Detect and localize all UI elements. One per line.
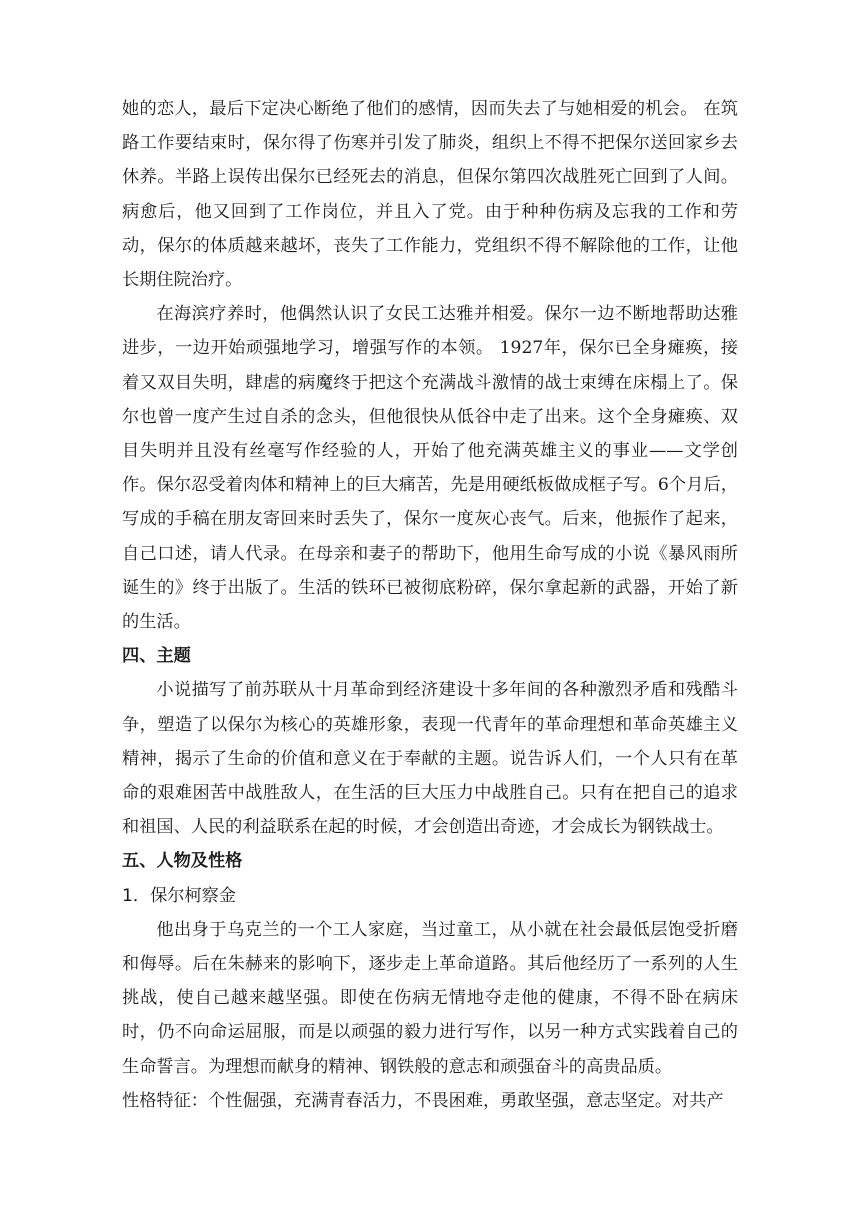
document-page — [122, 92, 738, 1118]
section-heading-characters: 五、人物及性格 — [122, 851, 243, 872]
paragraph-seaside: 在海滨疗养时，他偶然认识了女民工达雅并相爱。保尔一边不断地帮助达雅进步，一边开始顽强地学习，增强写作的本领。 1927年，保尔已全身瘫痪，接着又双目失明，肆虐的病魔终于把这个充满战斗激情的战士束缚在床榻上了。保尔也曾一度产生过自杀的念头，但他很快从低谷中走了出来。这个全身瘫痪、双目失明并且没有丝毫写作经验的人，开始了他充满英雄主义的事业——文学创作。保尔忍受着肉体和精神上的巨大痛苦，先是用硬纸板做成框子写。6个月后，写成的手稿在朋友寄回来时丢失了，保尔一度灰心丧气。后来，他振作了起来，自己口述，请人代录。在母亲和妻子的帮助下，他用生命写成的小说《暴风雨所诞生的》终于出版了。生活的铁环已被彻底粉碎，保尔拿起新的武器，开始了新的生活。 — [122, 304, 738, 633]
paragraph-traits: 性格特征：个性倔强，充满青春活力，不畏困难，勇敢坚强，意志坚定。对共产 — [122, 1090, 724, 1111]
paragraph-pavel: 他出身于乌克兰的一个工人家庭，当过童工，从小就在社会最低层饱受折磨和侮辱。后在朱赫来的影响下，逐步走上革命道路。其后他经历了一系列的人生挑战，使自己越来越坚强。即使在伤病无情地夺走他的健康，不得不卧在病床时，仍不向命运屈服，而是以顽强的毅力进行写作，以另一种方式实践着自己的生命誓言。为理想而献身的精神、钢铁般的意志和顽强奋斗的高贵品质。 — [122, 919, 738, 1077]
paragraph-theme: 小说描写了前苏联从十月革命到经济建设十多年间的各种激烈矛盾和残酷斗争，塑造了以保尔为核心的英雄形象，表现一代青年的革命理想和革命英雄主义精神，揭示了生命的价值和意义在于奉献的主题。说告诉人们，一个人只有在革命的艰难困苦中战胜敌人，在生活的巨大压力中战胜自己。只有在把自己的追求和祖国、人民的利益联系在起的时候，才会创造出奇迹，才会成长为钢铁战士。 — [122, 680, 738, 838]
paragraph-continuation: 她的恋人，最后下定决心断绝了他们的感情，因而失去了与她相爱的机会。 在筑路工作要结束时，保尔得了伤寒并引发了肺炎，组织上不得不把保尔送回家乡去休养。半路上误传出保尔已经死去的消息，但保尔第四次战胜死亡回到了人间。病愈后，他又回到了工作岗位，并且入了党。由于种种伤病及忘我的工作和劳动，保尔的体质越来越坏，丧失了工作能力，党组织不得不解除他的工作，让他长期住院治疗。 — [122, 99, 738, 291]
list-item-pavel: 1．保尔柯察金 — [122, 885, 237, 906]
section-heading-theme: 四、主题 — [122, 646, 191, 667]
